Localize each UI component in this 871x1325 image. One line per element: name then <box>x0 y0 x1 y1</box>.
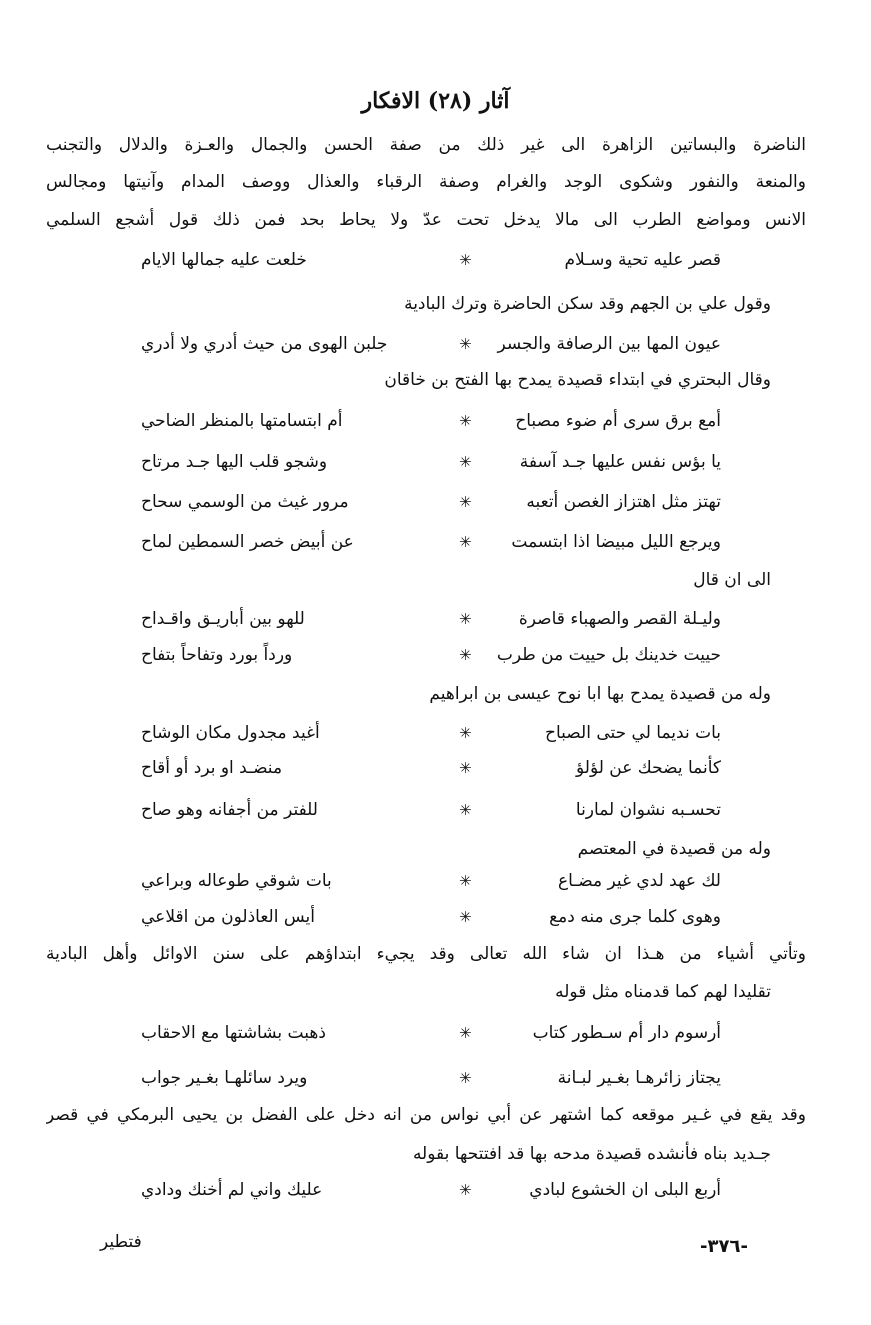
verse-second-hemistich: ويرد سائلهـا بغـير جواب <box>141 1068 308 1088</box>
verse-separator-star: ✳ <box>459 1069 472 1087</box>
verse-separator-star: ✳ <box>459 251 472 269</box>
verse-line <box>141 447 721 477</box>
verse-first-hemistich: يجتاز زائرهـا بغـير لبـانة <box>557 1068 721 1088</box>
verse-first-hemistich: أربع البلى ان الخشوع لبادي <box>529 1180 721 1200</box>
verse-first-hemistich: أمع برق سرى أم ضوء مصباح <box>515 411 721 431</box>
prose-line: والمنعة والنفور وشكوى الوجد والغرام وصفة الرقباء والعذال ووصف المدام وآنيتها ومجالس <box>46 172 806 192</box>
verse-second-hemistich: أيس العاذلون من اقلاعي <box>141 907 315 927</box>
verse-separator-star: ✳ <box>459 335 472 353</box>
verse-first-hemistich: ويرجع الليل مبيضا اذا ابتسمت <box>511 532 721 552</box>
verse-separator-star: ✳ <box>459 759 472 777</box>
verse-second-hemistich: عليك واني لم أخنك ودادي <box>141 1180 323 1200</box>
verse-second-hemistich: للهو بين أباريـق واقـداح <box>141 609 305 629</box>
verse-separator-star: ✳ <box>459 1024 472 1042</box>
verse-first-hemistich: عيون المها بين الرصافة والجسر <box>497 334 721 354</box>
verse-first-hemistich: حييت خدينك بل حييت من طرب <box>496 645 721 665</box>
verse-second-hemistich: للفتر من أجفانه وهو صاح <box>141 800 318 820</box>
verse-line <box>141 1175 721 1205</box>
verse-second-hemistich: بات شوقي طوعاله وبراعي <box>141 871 332 891</box>
verse-separator-star: ✳ <box>459 493 472 511</box>
verse-second-hemistich: ذهبت بشاشتها مع الاحقاب <box>141 1023 326 1043</box>
verse-line <box>141 1018 721 1048</box>
verse-line <box>141 406 721 436</box>
prose-line: وله من قصيدة في المعتصم <box>577 839 771 859</box>
page-number: -٣٧٦- <box>700 1236 748 1257</box>
verse-separator-star: ✳ <box>459 646 472 664</box>
verse-line <box>141 902 721 932</box>
prose-line: تقليدا لهم كما قدمناه مثل قوله <box>555 982 771 1002</box>
prose-line: جـديد بناه فأنشده قصيدة مدحه بها قد افتتحها بقوله <box>412 1144 771 1164</box>
verse-separator-star: ✳ <box>459 533 472 551</box>
verse-second-hemistich: عن أبيض خصر السمطين لماح <box>141 532 354 552</box>
verse-second-hemistich: وشجو قلب اليها جـد مرتاح <box>141 452 328 472</box>
verse-separator-star: ✳ <box>459 724 472 742</box>
verse-separator-star: ✳ <box>459 412 472 430</box>
verse-first-hemistich: وليـلة القصر والصهباء قاصرة <box>518 609 721 629</box>
verse-separator-star: ✳ <box>459 801 472 819</box>
verse-line <box>141 795 721 825</box>
verse-second-hemistich: مرور غيث من الوسمي سحاح <box>141 492 349 512</box>
prose-line: وقد يقع في غـير موقعه كما اشتهر عن أبي نواس من انه دخل على الفضل بن يحيى البرمكي في قصر <box>46 1105 806 1125</box>
verse-first-hemistich: أرسوم دار أم سـطور كتاب <box>532 1023 721 1043</box>
verse-line <box>141 604 721 634</box>
prose-line: الناضرة والبساتين الزاهرة الى غير ذلك من صفة الحسن والجمال والعـزة والدلال والتجنب <box>46 135 806 155</box>
prose-line: الانس ومواضع الطرب الى مالا يدخل تحت عدّ ولا يحاط بحد فمن ذلك قول أشجع السلمي <box>46 210 806 230</box>
verse-second-hemistich: جلبن الهوى من حيث أدري ولا أدري <box>141 334 388 354</box>
prose-line: وقول علي بن الجهم وقد سكن الحاضرة وترك البادية <box>404 294 771 314</box>
verse-second-hemistich: أم ابتسامتها بالمنظر الضاحي <box>141 411 343 431</box>
verse-first-hemistich: وهوى كلما جرى منه دمع <box>549 907 721 927</box>
verse-second-hemistich: أغيد مجدول مكان الوشاح <box>141 723 320 743</box>
verse-line <box>141 245 721 275</box>
verse-first-hemistich: تهتز مثل اهتزاز الغصن أتعبه <box>526 492 721 512</box>
verse-line <box>141 640 721 670</box>
verse-second-hemistich: ورداً بورد وتفاحاً بتفاح <box>141 645 293 665</box>
prose-line: وله من قصيدة يمدح بها ابا نوح عيسى بن ابراهيم <box>429 684 771 704</box>
verse-separator-star: ✳ <box>459 872 472 890</box>
prose-line: وتأتي أشياء من هـذا ان شاء الله تعالى وقد يجيء ابتداؤهم على سنن الاوائل وأهل البادية <box>46 944 806 964</box>
verse-first-hemistich: تحسـبه نشوان لمارنا <box>575 800 721 820</box>
verse-first-hemistich: بات نديما لي حتى الصباح <box>544 723 721 743</box>
verse-first-hemistich: يا بؤس نفس عليها جـد آسفة <box>519 452 721 472</box>
verse-line <box>141 1063 721 1093</box>
verse-line <box>141 866 721 896</box>
verse-second-hemistich: منضـد او برد أو أقاح <box>141 758 283 778</box>
verse-first-hemistich: كأنما يضحك عن لؤلؤ <box>575 758 721 778</box>
verse-separator-star: ✳ <box>459 610 472 628</box>
verse-line <box>141 718 721 748</box>
verse-line <box>141 329 721 359</box>
verse-separator-star: ✳ <box>459 908 472 926</box>
verse-line <box>141 753 721 783</box>
verse-line <box>141 487 721 517</box>
verse-separator-star: ✳ <box>459 1181 472 1199</box>
prose-line: الى ان قال <box>693 570 771 590</box>
catchword: فتطير <box>100 1232 142 1252</box>
verse-separator-star: ✳ <box>459 453 472 471</box>
verse-second-hemistich: خلعت عليه جمالها الايام <box>141 250 307 270</box>
verse-line <box>141 527 721 557</box>
page-header: آثار (٢٨) الافكار <box>361 88 510 114</box>
verse-first-hemistich: لك عهد لدي غير مضـاع <box>558 871 721 891</box>
prose-line: وقال البحتري في ابتداء قصيدة يمدح بها الفتح بن خاقان <box>384 370 771 390</box>
verse-first-hemistich: قصر عليه تحية وسـلام <box>564 250 721 270</box>
